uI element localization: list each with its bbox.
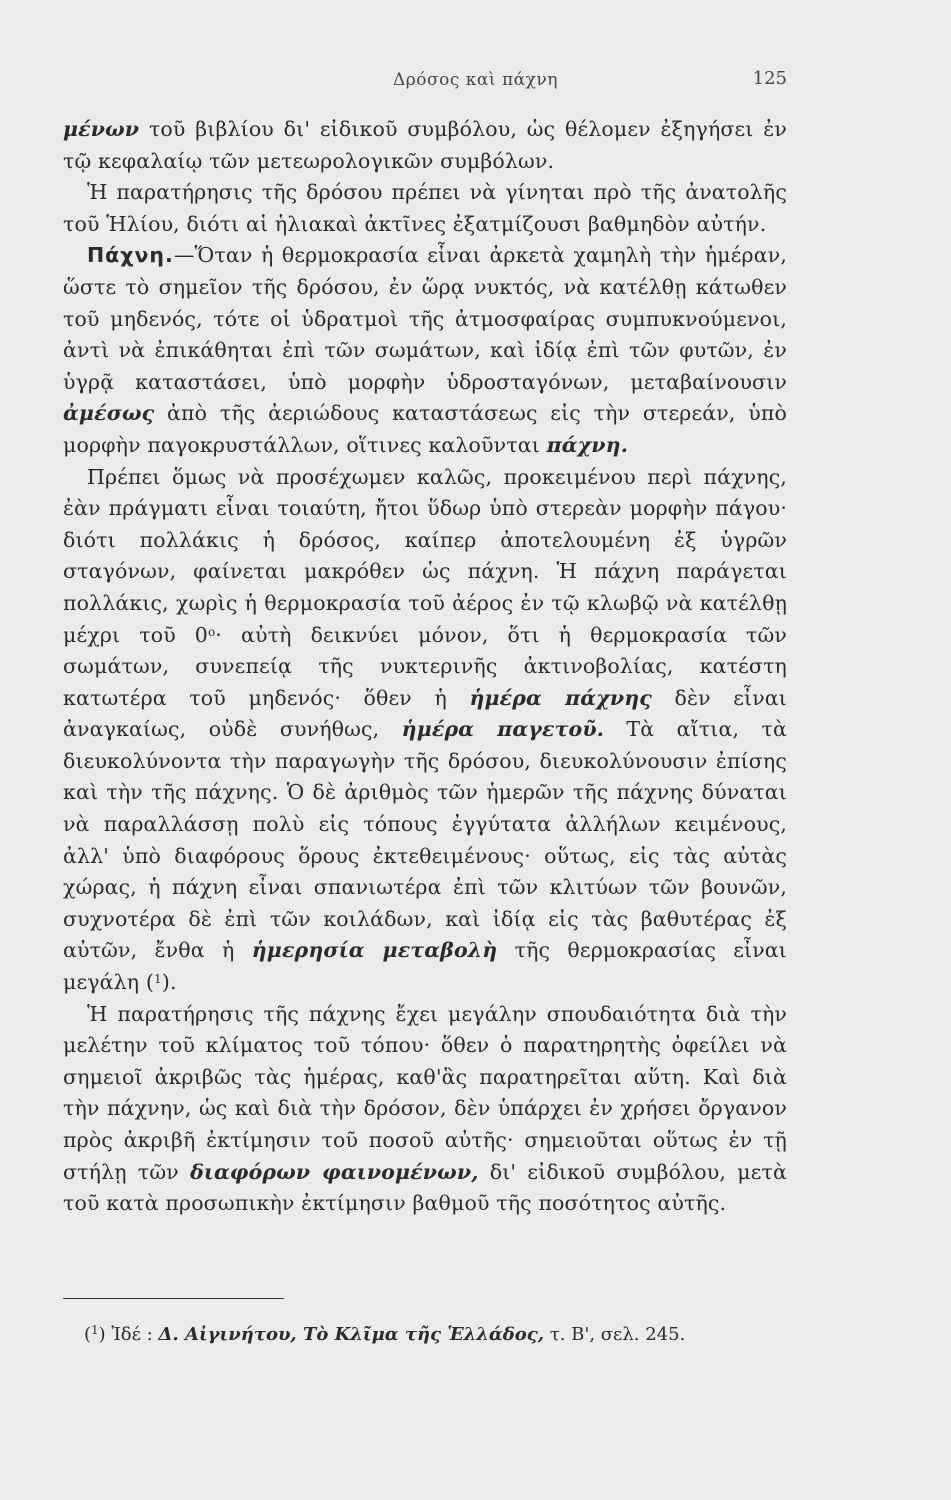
paragraph-text: Πρέπει ὅμως νὰ προσέχωμεν καλῶς, προκειμένου περὶ πάχνης, ἐὰν πράγματι εἶναι τοιαύτη, ἤτοι ὕδωρ ὑπὸ στερεὰν μορφὴν πάγου· διότι πολλάκις ἡ δρόσος, καίπερ ἀποτελουμένη ἐξ ὑγρῶν σταγόνων, φαίνεται μακρόθεν ὡς πάχνη. Ἡ πάχνη παράγεται πολλάκις, χωρὶς ἡ θερμοκρασία τοῦ ἀέρος ἐν τῷ κλωβῷ νὰ κατέλθῃ μέχρι τοῦ 0: [63, 464, 787, 647]
running-head: [0, 66, 951, 98]
paragraph-text: Ἡ παρατήρησις τῆς δρόσου πρέπει νὰ γίνηται πρὸ τῆς ἀνατολῆς τοῦ Ἡλίου, διότι αἱ ἡλιακαὶ ἀκτῖνες ἐξατμίζουσι βαθμηδὸν αὐτήν.: [63, 180, 787, 236]
footnote-rest: τ. Β', σελ. 245.: [544, 1324, 686, 1345]
emphasis: ἀμέσως: [63, 401, 155, 426]
footnote-title: Τὸ Κλῖμα τῆς Ἑλλάδος,: [296, 1324, 545, 1345]
paragraph-3: [63, 240, 787, 461]
footnote-lead: Ἰδέ :: [111, 1324, 159, 1345]
section-heading: Πάχνη.: [87, 243, 174, 268]
paragraph-5: [63, 999, 787, 1220]
page-number: 125: [752, 68, 787, 89]
paragraph-1: [63, 114, 787, 177]
paragraph-text: τῆς θερμοκρασίας εἶναι μεγάλη (: [63, 938, 787, 995]
paragraph-text: Ἡ παρατήρησις τῆς πάχνης ἔχει μεγάλην σπουδαιότητα διὰ τὴν μελέτην τοῦ κλίματος τοῦ τόπου· ὅθεν ὁ παρατηρητὴς ὀφείλει νὰ σημειοῖ ἀκριβῶς τὰς ἡμέρας, καθ'ἃς παρατηρεῖται αὕτη. Καὶ διὰ τὴν πάχνην, ὡς καὶ διὰ τὴν δρόσον, δὲν ὑπάρχει ἐν χρήσει ὄργανον πρὸς ἀκριβῆ ἐκτίμησιν τοῦ ποσοῦ αὐτῆς· σημειοῦται οὕτως ἐν τῇ στήλῃ τῶν: [63, 1001, 787, 1184]
emphasis: διαφόρων φαινομένων,: [190, 1159, 479, 1184]
emphasis: πάχνη.: [546, 432, 629, 457]
footnote-divider: [63, 1298, 284, 1299]
paragraph-text: Τὰ αἴτια, τὰ διευκολύνοντα τὴν παραγωγὴν τῆς δρόσου, διευκολύνουσιν ἐπίσης καὶ τὴν τῆς πάχνης. Ὁ δὲ ἀριθμὸς τῶν ἡμερῶν τῆς πάχνης δύναται νὰ παραλλάσσῃ πολὺ εἰς τόπους ἐγγύτατα ἀλλήλων κειμένους, ἀλλ' ὑπὸ διαφόρους ὅρους ἐκτεθειμένους· οὕτως, εἰς τὰς αὐτὰς χώρας, ἡ πάχνη εἶναι σπανιωτέρα ἐπὶ τῶν κλιτύων τῶν βουνῶν, συχνοτέρα δὲ ἐπὶ τῶν κοιλάδων, καὶ ἰδίᾳ εἰς τὰς βαθυτέρας ἐξ αὐτῶν, ἔνθα ἡ: [63, 717, 787, 963]
paragraph-text: ἀπὸ τῆς ἀεριώδους καταστάσεως εἰς τὴν στερεάν, ὑπὸ μορφὴν παγοκρυστάλλων, οἵτινες καλοῦνται: [63, 401, 787, 457]
paragraph-2: [63, 177, 787, 240]
emphasis: ἡμέρα πάχνης: [469, 685, 652, 710]
footnote-reference[interactable]: 1: [154, 972, 162, 987]
footnote-author: Δ. Αἰγινήτου,: [158, 1324, 297, 1345]
paragraph-text: δι' εἰδικοῦ συμβόλου, μετὰ τοῦ κατὰ προσωπικὴν ἐκτίμησιν βαθμοῦ τῆς ποσότητος αὐτῆς.: [63, 1159, 787, 1216]
paragraph-text: τοῦ βιβλίου δι' εἰδικοῦ συμβόλου, ὡς θέλομεν ἐξηγήσει ἐν τῷ κεφαλαίῳ τῶν μετεωρολογικῶν συμβόλων.: [63, 117, 787, 173]
paragraph-text: ).: [161, 970, 177, 995]
chapter-title: Δρόσος καὶ πάχνη: [393, 70, 558, 90]
paragraph-4: [63, 462, 787, 999]
paragraph-text: · αὐτὴ δεικνύει μόνον, ὅτι ἡ θερμοκρασία τῶν σωμάτων, συνεπείᾳ τῆς νυκτερινῆς ἀκτινοβολίας, κατέστη κατωτέρα τοῦ μηδενός· ὅθεν ἡ: [63, 622, 787, 710]
footnote-mark: 1: [91, 1323, 99, 1337]
body-text: [63, 114, 787, 1220]
emphasis: ἡμερησία μεταβολὴ: [251, 938, 498, 963]
footnote: ($^1$) Ἰδέ : Δ. Αἰγινήτου, Τὸ Κλῖμα τῆς Ἑλλάδος, τ. Β', σελ. 245.: [84, 1323, 686, 1345]
paragraph-text: —Ὅταν ἡ θερμοκρασία εἶναι ἀρκετὰ χαμηλὴ τὴν ἡμέραν, ὥστε τὸ σημεῖον τῆς δρόσου, ἐν ὥρᾳ νυκτός, νὰ κατέλθῃ κάτωθεν τοῦ μηδενός, τότε οἱ ὑδρατμοὶ τῆς ἀτμοσφαίρας συμπυκνούμενοι, ἀντὶ νὰ ἐπικάθηται ἐπὶ τῶν σωμάτων, καὶ ἰδίᾳ ἐπὶ τῶν φυτῶν, ἐν ὑγρᾷ καταστάσει, ὑπὸ μορφὴν ὑδροσταγόνων, μεταβαίνουσιν: [63, 243, 787, 394]
paragraph-text: δὲν εἶναι ἀναγκαίως, οὐδὲ συνήθως,: [63, 685, 787, 742]
emphasis: μένων: [63, 117, 140, 141]
degree-mark: ο: [208, 624, 216, 639]
emphasis: ἡμέρα παγετοῦ.: [401, 717, 605, 742]
